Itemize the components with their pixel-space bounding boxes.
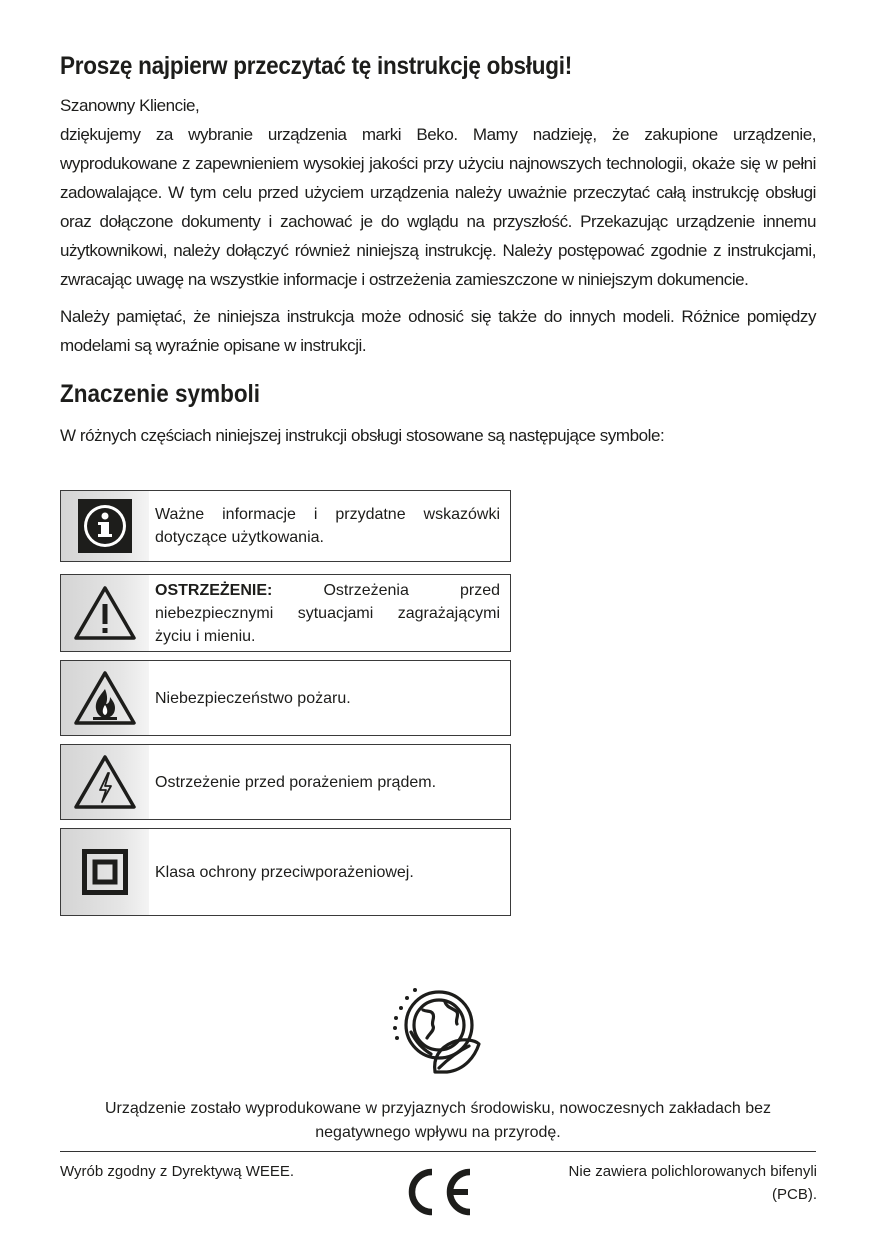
protection-class-icon — [82, 849, 128, 895]
pcb-free-note: Nie zawiera polichlorowanych bifenyli (PCB). — [568, 1163, 817, 1203]
symbol-row-warning — [60, 574, 511, 652]
symbol-description: Ważne informacje i przydatne wskazówki dotyczące użytkowania. — [155, 506, 500, 546]
symbol-description: Ostrzeżenie przed porażeniem prądem. — [155, 773, 437, 791]
page-content — [60, 52, 816, 450]
svg-text:CE: CE — [398, 1160, 400, 1161]
symbol-row-protection-class — [60, 828, 511, 916]
symbols-heading: Znaczenie symboli — [60, 380, 261, 408]
weee-compliance-note: Wyrób zgodny z Dyrektywą WEEE. — [60, 1163, 295, 1180]
symbol-description: Niebezpieczeństwo pożaru. — [155, 689, 351, 707]
symbol-description: Klasa ochrony przeciwporażeniowej. — [155, 863, 414, 881]
symbol-row-info — [60, 490, 511, 562]
page-title: Proszę najpierw przeczytać tę instrukcję obsługi! — [60, 52, 572, 80]
models-note-paragraph: Należy pamiętać, że niniejsza instrukcja może odnosić się także do innych modeli. Różnice pomiędzy modelami są wyraźnie opisane w instrukcji. — [60, 307, 816, 355]
electric-shock-icon — [73, 753, 137, 811]
ce-mark-icon — [398, 1160, 478, 1220]
warning-icon — [73, 584, 137, 642]
intro-paragraph: dziękujemy za wybranie urządzenia marki Beko. Mamy nadzieję, że zakupione urządzenie, wyprodukowane z zapewnieniem wysokiej jakości przy użyciu najnowszych technologii, okaże się w pełni zadowalające. W tym celu przed użyciem urządzenia należy uważnie przeczytać całą instrukcję obsługi oraz dołączone dokumenty i zachować je do wglądu na przyszłość. Przekazując urządzenie innemu użytkownikowi, należy dołączyć również niniejszą instrukcję. Należy postępować zgodnie z instrukcjami, zwracając uwagę na wszystkie informacje i ostrzeżenia zamieszczone w niniejszym dokumencie. — [60, 125, 816, 289]
symbol-description: OSTRZEŻENIE: Ostrzeżenia przed niebezpiecznymi sytuacjami zagrażającymi życiu i mieniu. — [155, 581, 500, 645]
eco-globe-leaf-icon — [387, 980, 487, 1080]
fire-hazard-icon — [73, 669, 137, 727]
eco-statement: Urządzenie zostało wyprodukowane w przyjaznych środowisku, nowoczesnych zakładach bez negatywnego wpływu na przyrodę. — [104, 1100, 772, 1141]
symbol-row-electric — [60, 744, 511, 820]
greeting: Szanowny Kliencie, — [60, 96, 200, 115]
warning-label: OSTRZEŻENIE: — [155, 581, 273, 599]
info-icon — [78, 499, 132, 553]
symbols-intro: W różnych częściach niniejszej instrukcji obsługi stosowane są następujące symbole: — [60, 426, 665, 445]
symbol-row-fire — [60, 660, 511, 736]
footer-divider — [60, 1151, 816, 1152]
